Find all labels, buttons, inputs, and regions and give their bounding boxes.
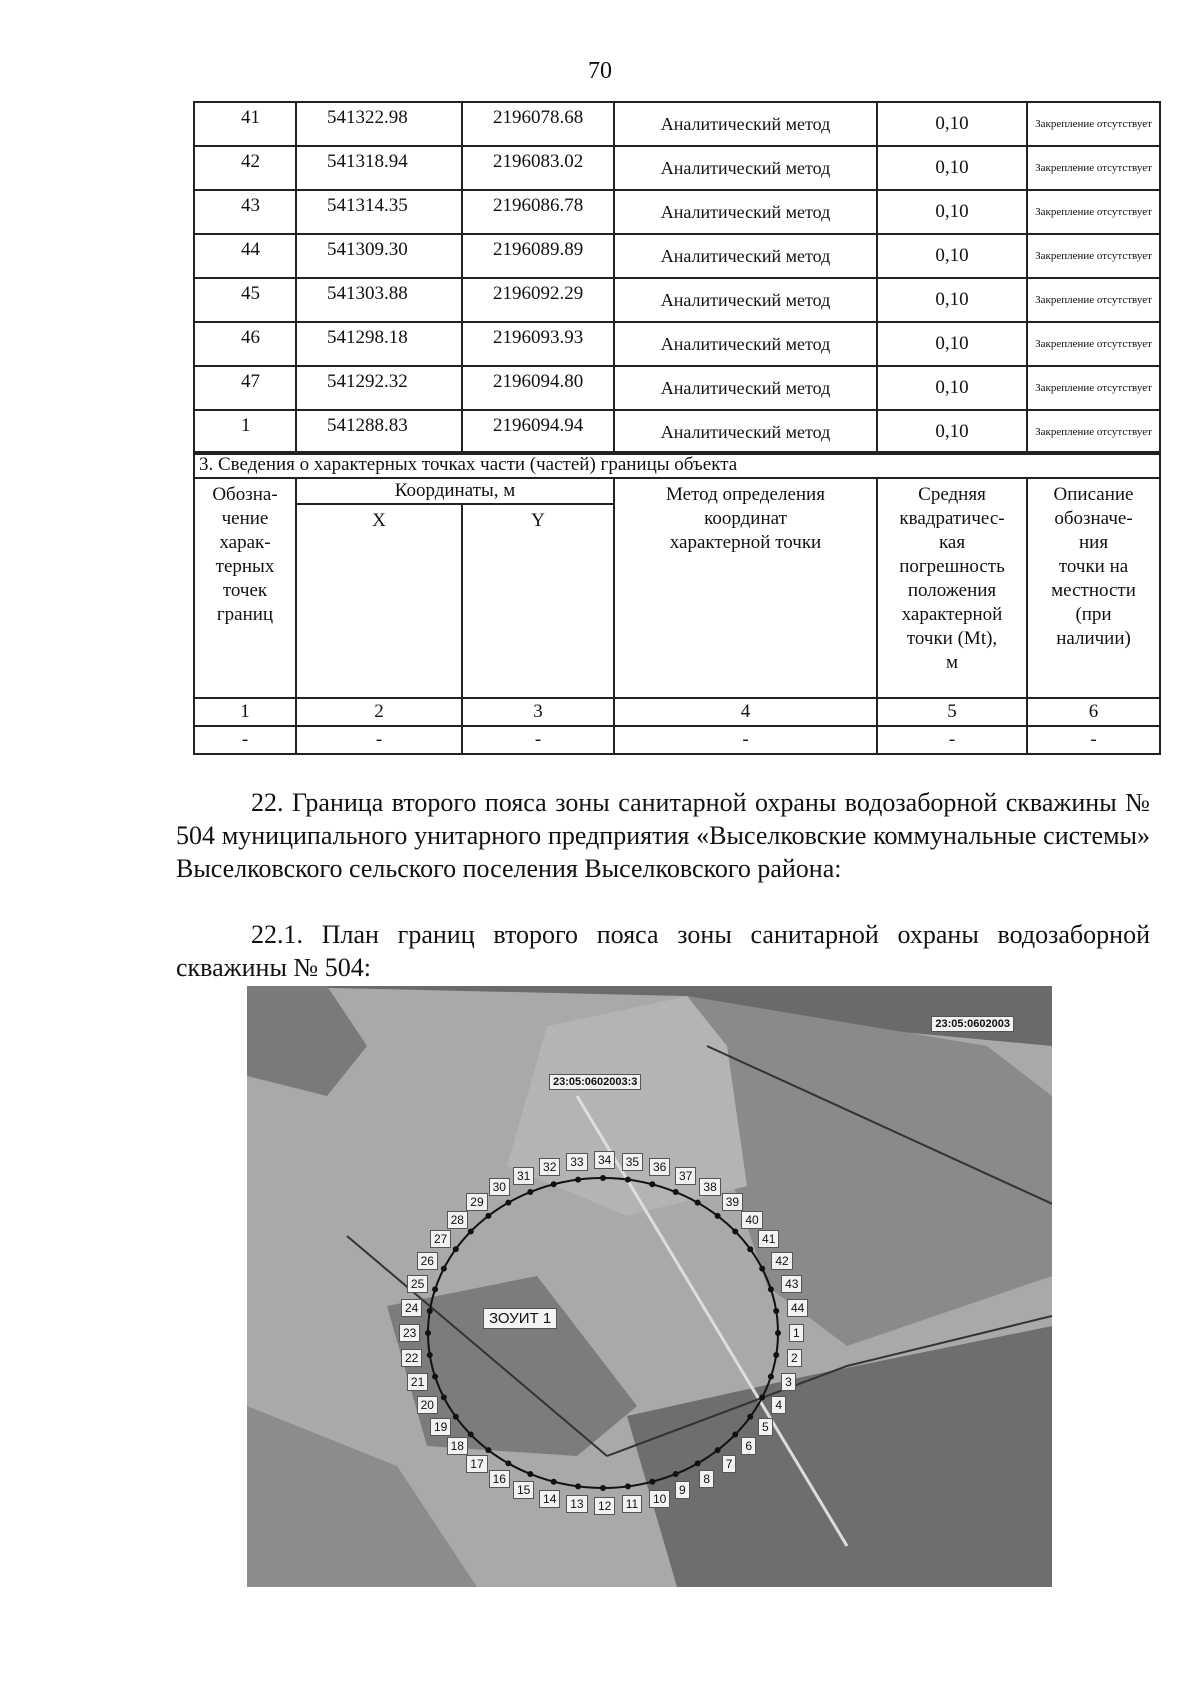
boundary-point [551,1181,557,1187]
boundary-point [468,1432,474,1438]
table-row [194,366,1160,410]
point-label: 2 [787,1349,802,1367]
note-cell: Закрепление отсутствует [1027,102,1160,146]
boundary-point [747,1414,753,1420]
point-label: 19 [430,1418,451,1436]
x-cell: 541303.88 [296,278,462,322]
boundary-point [575,1177,581,1183]
boundary-point [759,1394,765,1400]
paragraph-22-1 [176,918,1150,984]
x-cell: 541288.83 [296,410,462,454]
note-cell: Закрепление отсутствует [1027,190,1160,234]
zone-label: ЗОУИТ 1 [483,1308,557,1329]
empty-cell: - [194,726,296,754]
method-cell: Аналитический метод [614,322,877,366]
column-number-cell: 4 [614,698,877,726]
mt-cell: 0,10 [877,102,1027,146]
point-label: 17 [466,1455,487,1473]
table-caption: 3. Сведения о характерных точках части (частей) границы объекта [194,452,1160,478]
point-label: 14 [539,1490,560,1508]
point-label: 39 [722,1193,743,1211]
method-cell: Аналитический метод [614,102,877,146]
boundary-point [600,1175,606,1181]
point-label: 31 [513,1167,534,1185]
boundary-point [551,1479,557,1485]
header-description [1027,478,1160,698]
boundary-point [773,1352,779,1358]
boundary-point [453,1246,459,1252]
boundary-point [427,1352,433,1358]
boundary-point [625,1483,631,1489]
point-label: 12 [594,1497,615,1515]
point-label: 4 [771,1396,786,1414]
empty-cell: - [877,726,1027,754]
page-number: 70 [588,58,612,84]
boundary-point [485,1447,491,1453]
boundary-point [768,1374,774,1380]
empty-cell: - [1027,726,1160,754]
boundary-point [468,1228,474,1234]
method-cell: Аналитический метод [614,234,877,278]
point-cell: 45 [194,278,296,322]
boundary-point [695,1460,701,1466]
boundary-point [732,1228,738,1234]
boundary-point [673,1471,679,1477]
note-cell: Закрепление отсутствует [1027,322,1160,366]
table-row [194,190,1160,234]
point-label: 24 [401,1299,422,1317]
point-label: 44 [787,1299,808,1317]
point-label: 18 [447,1437,468,1455]
point-label: 20 [417,1396,438,1414]
mt-cell: 0,10 [877,146,1027,190]
dark-area-center [387,1276,637,1456]
boundary-point [432,1286,438,1292]
dark-area-left [247,986,367,1096]
point-label: 21 [407,1373,428,1391]
point-label: 9 [675,1481,690,1499]
point-cell: 47 [194,366,296,410]
point-label: 42 [771,1252,792,1270]
note-cell: Закрепление отсутствует [1027,146,1160,190]
table-row [194,322,1160,366]
table-row [194,146,1160,190]
header-mt-text: Средняя квадратичес- кая погрешность положения характерной точки (Mt), м [899,484,1005,673]
empty-cell: - [462,726,614,754]
boundary-point [485,1213,491,1219]
header-method-text: Метод определения координат характерной точки [666,484,825,553]
header-designation-text: Обозна- чение харак- терных точек границ [212,484,278,625]
boundary-point [441,1394,447,1400]
boundary-point [732,1432,738,1438]
coordinates-table [193,101,1161,455]
note-cell: Закрепление отсутствует [1027,366,1160,410]
boundary-point [715,1213,721,1219]
point-label: 40 [741,1211,762,1229]
boundary-plan-map [247,986,1052,1587]
boundary-point [625,1177,631,1183]
y-cell: 2196089.89 [462,234,614,278]
boundary-point [775,1330,781,1336]
point-label: 16 [489,1470,510,1488]
boundary-point [649,1181,655,1187]
point-label: 15 [513,1481,534,1499]
note-cell: Закрепление отсутствует [1027,410,1160,454]
mt-cell: 0,10 [877,190,1027,234]
point-label: 29 [466,1193,487,1211]
point-label: 13 [566,1495,587,1513]
point-label: 25 [407,1275,428,1293]
y-cell: 2196078.68 [462,102,614,146]
boundary-point [575,1483,581,1489]
header-mt [877,478,1027,698]
boundary-point [527,1189,533,1195]
point-label: 30 [489,1178,510,1196]
point-cell: 46 [194,322,296,366]
method-cell: Аналитический метод [614,366,877,410]
table-row [194,410,1160,454]
point-label: 7 [722,1455,737,1473]
table-row [194,234,1160,278]
boundary-point [649,1479,655,1485]
boundary-point [425,1330,431,1336]
mt-cell: 0,10 [877,366,1027,410]
y-cell: 2196083.02 [462,146,614,190]
paragraph-22-text: 22. Граница второго пояса зоны санитарной охраны водозаборной скважины № 504 муниципального унитарного предприятия «Выселковские коммунальные системы» Выселковского сельского поселения Выселковского района: [176,788,1150,883]
mt-cell: 0,10 [877,278,1027,322]
column-number-cell: 1 [194,698,296,726]
x-cell: 541314.35 [296,190,462,234]
header-coordinates: Координаты, м [296,478,614,504]
header-x: X [296,504,462,698]
boundary-point [505,1200,511,1206]
table-row [194,102,1160,146]
x-cell: 541322.98 [296,102,462,146]
boundary-point [747,1246,753,1252]
method-cell: Аналитический метод [614,410,877,454]
point-cell: 44 [194,234,296,278]
point-cell: 1 [194,410,296,454]
point-label: 5 [758,1418,773,1436]
column-number-cell: 3 [462,698,614,726]
boundary-point [441,1266,447,1272]
boundary-point [695,1200,701,1206]
x-cell: 541298.18 [296,322,462,366]
boundary-point [432,1374,438,1380]
point-label: 1 [789,1324,804,1342]
mt-cell: 0,10 [877,234,1027,278]
y-cell: 2196093.93 [462,322,614,366]
header-designation [194,478,296,698]
cadastral-block-label: 23:05:0602003 [931,1016,1014,1032]
x-cell: 541309.30 [296,234,462,278]
header-method [614,478,877,698]
point-label: 32 [539,1158,560,1176]
point-label: 22 [401,1349,422,1367]
point-label: 11 [622,1495,642,1513]
header-y: Y [462,504,614,698]
part-boundary-points-table [193,451,1161,755]
y-cell: 2196094.80 [462,366,614,410]
note-cell: Закрепление отсутствует [1027,278,1160,322]
point-cell: 42 [194,146,296,190]
point-label: 34 [594,1151,615,1169]
point-label: 8 [699,1470,714,1488]
column-number-cell: 6 [1027,698,1160,726]
method-cell: Аналитический метод [614,278,877,322]
header-description-text: Описание обозначе- ния точки на местности (при наличии) [1051,484,1136,649]
point-label: 41 [758,1230,779,1248]
point-label: 3 [781,1373,796,1391]
point-label: 37 [675,1167,696,1185]
parcel-label: 23:05:0602003:3 [549,1074,641,1090]
point-label: 33 [566,1153,587,1171]
point-label: 23 [399,1324,420,1342]
boundary-point [673,1189,679,1195]
paragraph-22-1-text: 22.1. План границ второго пояса зоны санитарной охраны водозаборной скважины № 504: [176,920,1150,982]
y-cell: 2196092.29 [462,278,614,322]
point-label: 28 [447,1211,468,1229]
point-label: 43 [781,1275,802,1293]
boundary-point [427,1308,433,1314]
note-cell: Закрепление отсутствует [1027,234,1160,278]
empty-cell: - [614,726,877,754]
table-row [194,278,1160,322]
point-label: 35 [622,1153,643,1171]
point-label: 6 [741,1437,756,1455]
boundary-point [715,1447,721,1453]
point-label: 26 [417,1252,438,1270]
method-cell: Аналитический метод [614,190,877,234]
column-number-cell: 5 [877,698,1027,726]
point-label: 38 [699,1178,720,1196]
boundary-point [759,1266,765,1272]
boundary-point [505,1460,511,1466]
point-cell: 43 [194,190,296,234]
boundary-point [600,1485,606,1491]
boundary-point [768,1286,774,1292]
x-cell: 541292.32 [296,366,462,410]
dark-area-bottom-right [627,1326,1052,1587]
mt-cell: 0,10 [877,410,1027,454]
column-number-cell: 2 [296,698,462,726]
point-label: 10 [649,1490,670,1508]
point-label: 36 [649,1158,670,1176]
point-cell: 41 [194,102,296,146]
y-cell: 2196094.94 [462,410,614,454]
y-cell: 2196086.78 [462,190,614,234]
paragraph-22 [176,786,1150,885]
point-label: 27 [430,1230,451,1248]
boundary-point [453,1414,459,1420]
boundary-point [773,1308,779,1314]
mt-cell: 0,10 [877,322,1027,366]
empty-cell: - [296,726,462,754]
x-cell: 541318.94 [296,146,462,190]
method-cell: Аналитический метод [614,146,877,190]
boundary-point [527,1471,533,1477]
